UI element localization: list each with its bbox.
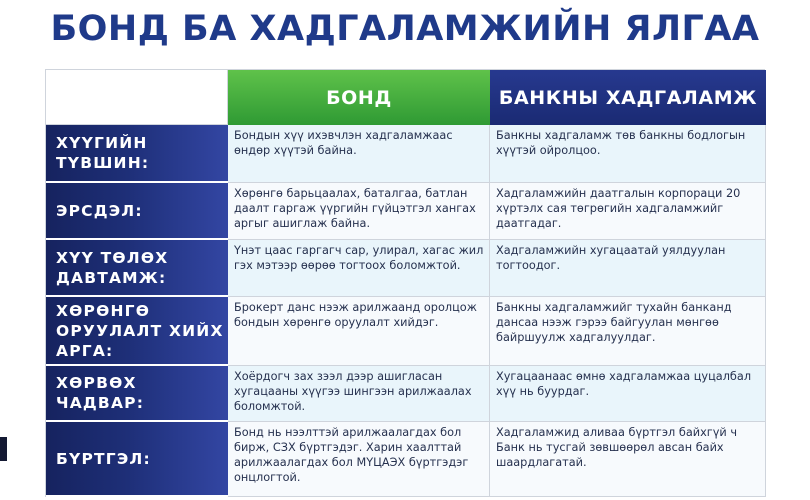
- comparison-table: [45, 69, 765, 497]
- row-label-risk: ЭРСДЭЛ:: [46, 183, 228, 240]
- table-row-liquidity: [46, 366, 766, 422]
- row-label-registration: БҮРТГЭЛ:: [46, 422, 228, 497]
- cell-deposit-risk: Хадгаламжийн даатгалын корпораци 20 хүртэлх сая төгрөгийн хадгаламжийг даатгадаг.: [490, 183, 766, 240]
- edge-marker: [0, 437, 7, 461]
- table-corner-cell: [46, 70, 228, 125]
- table-row-payment-frequency: [46, 240, 766, 297]
- table-row-risk: [46, 183, 766, 240]
- table-row-interest-level: [46, 125, 766, 183]
- cell-deposit-investment-method: Банкны хадгаламжийг тухайн банканд дансаа нээж гэрээ байгуулан мөнгөө байршуулж хадгалуулдаг.: [490, 297, 766, 366]
- cell-deposit-payment-frequency: Хадгаламжийн хугацаатай уялдуулан тогтоодог.: [490, 240, 766, 297]
- cell-deposit-registration: Хадгаламжид аливаа бүртгэл байхгүй ч Банк нь тусгай зөвшөөрөл авсан байх шаардлагатай.: [490, 422, 766, 497]
- row-label-liquidity: ХӨРВӨХ ЧАДВАР:: [46, 366, 228, 422]
- column-header-bond: БОНД: [228, 70, 490, 125]
- cell-bond-registration: Бонд нь нээлттэй арилжаалагдах бол бирж, СЗХ бүртгэдэг. Харин хаалттай арилжаалагдах бол МҮЦАЭХ бүртгэдэг онцлогтой.: [228, 422, 490, 497]
- cell-bond-payment-frequency: Үнэт цаас гаргагч сар, улирал, хагас жил гэх мэтээр өөрөө тогтоох боломжтой.: [228, 240, 490, 297]
- page-title: БОНД БА ХАДГАЛАМЖИЙН ЯЛГАА: [50, 9, 760, 49]
- row-label-investment-method: ХӨРӨНГӨ ОРУУЛАЛТ ХИЙХ АРГА:: [46, 297, 228, 366]
- column-header-bank-deposit: БАНКНЫ ХАДГАЛАМЖ: [490, 70, 766, 125]
- cell-deposit-interest-level: Банкны хадгаламж төв банкны бодлогын хүүтэй ойролцоо.: [490, 125, 766, 183]
- table-row-registration: [46, 422, 766, 497]
- cell-bond-interest-level: Бондын хүү ихэвчлэн хадгаламжаас өндөр хүүтэй байна.: [228, 125, 490, 183]
- row-label-interest-level: ХҮҮГИЙН ТҮВШИН:: [46, 125, 228, 183]
- row-label-payment-frequency: ХҮҮ ТӨЛӨХ ДАВТАМЖ:: [46, 240, 228, 297]
- table-row-investment-method: [46, 297, 766, 366]
- cell-deposit-liquidity: Хугацаанаас өмнө хадгаламжаа цуцалбал хүү нь буурдаг.: [490, 366, 766, 422]
- cell-bond-risk: Хөрөнгө барьцаалах, баталгаа, батлан даалт гаргаж үүргийн гүйцэтгэл хангах аргыг ашиглаж байна.: [228, 183, 490, 240]
- cell-bond-liquidity: Хоёрдогч зах зээл дээр ашигласан хугацааны хүүгээ шингээн арилжаалах боломжтой.: [228, 366, 490, 422]
- cell-bond-investment-method: Брокерт данс нээж арилжаанд оролцож бондын хөрөнгө оруулалт хийдэг.: [228, 297, 490, 366]
